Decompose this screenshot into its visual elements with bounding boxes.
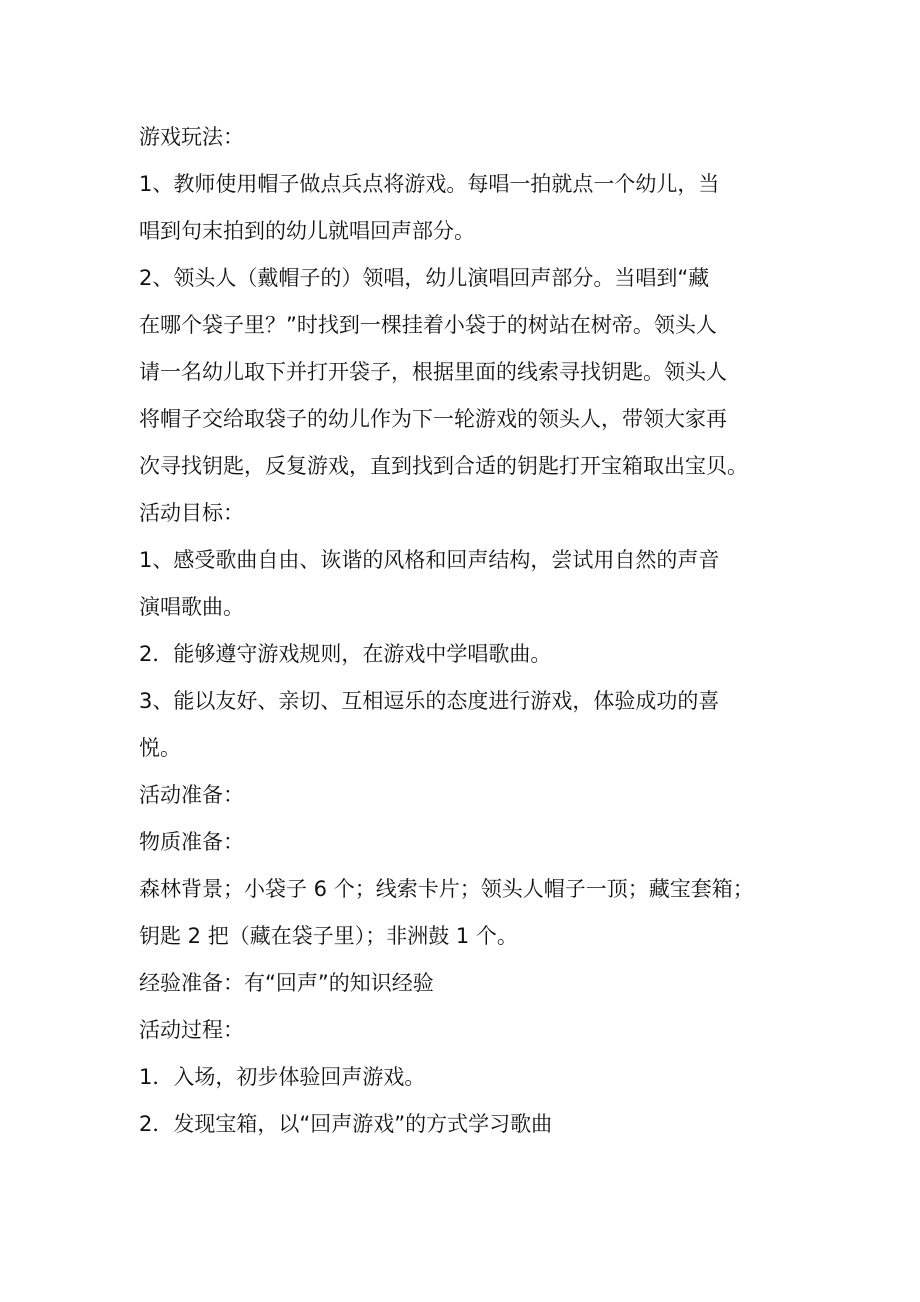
text-line: 悦。	[139, 736, 181, 760]
text-line: 2．能够遵守游戏规则，在游戏中学唱歌曲。	[139, 642, 552, 666]
text-line: 1．入场，初步体验回声游戏。	[139, 1065, 426, 1089]
heading-activity-preparation: 活动准备：	[139, 783, 244, 807]
text-line: 经验准备：有“回声”的知识经验	[139, 971, 434, 995]
text-line: 森林背景；小袋子 6 个；线索卡片；领头人帽子一顶；藏宝套箱；	[139, 877, 754, 901]
text-line: 演唱歌曲。	[139, 595, 244, 619]
heading-game-rules: 游戏玩法：	[139, 125, 244, 149]
text-line: 3、能以友好、亲切、互相逗乐的态度进行游戏，体验成功的喜	[139, 689, 720, 713]
text-line: 2．发现宝箱，以“回声游戏”的方式学习歌曲	[139, 1112, 553, 1136]
text-line: 请一名幼儿取下并打开袋子，根据里面的线索寻找钥匙。领头人	[139, 360, 727, 384]
text-line: 将帽子交给取袋子的幼儿作为下一轮游戏的领头人，带领大家再	[139, 407, 727, 431]
text-line: 唱到句末拍到的幼儿就唱回声部分。	[139, 219, 475, 243]
text-line: 2、领头人（戴帽子的）领唱，幼儿演唱回声部分。当唱到“藏	[139, 266, 710, 290]
text-line: 1、感受歌曲自由、诙谐的风格和回声结构，尝试用自然的声音	[139, 548, 720, 572]
text-line: 1、教师使用帽子做点兵点将游戏。每唱一拍就点一个幼儿，当	[139, 172, 720, 196]
heading-activity-goals: 活动目标：	[139, 501, 244, 525]
text-line: 钥匙 2 把（藏在袋子里）；非洲鼓 1 个。	[139, 924, 518, 948]
heading-activity-process: 活动过程：	[139, 1018, 244, 1042]
document-body	[139, 114, 784, 1148]
text-line: 次寻找钥匙，反复游戏，直到找到合适的钥匙打开宝箱取出宝贝。	[139, 454, 748, 478]
heading-material-preparation: 物质准备：	[139, 830, 244, 854]
text-line: 在哪个袋子里？”时找到一棵挂着小袋于的树站在树帝。领头人	[139, 313, 717, 337]
